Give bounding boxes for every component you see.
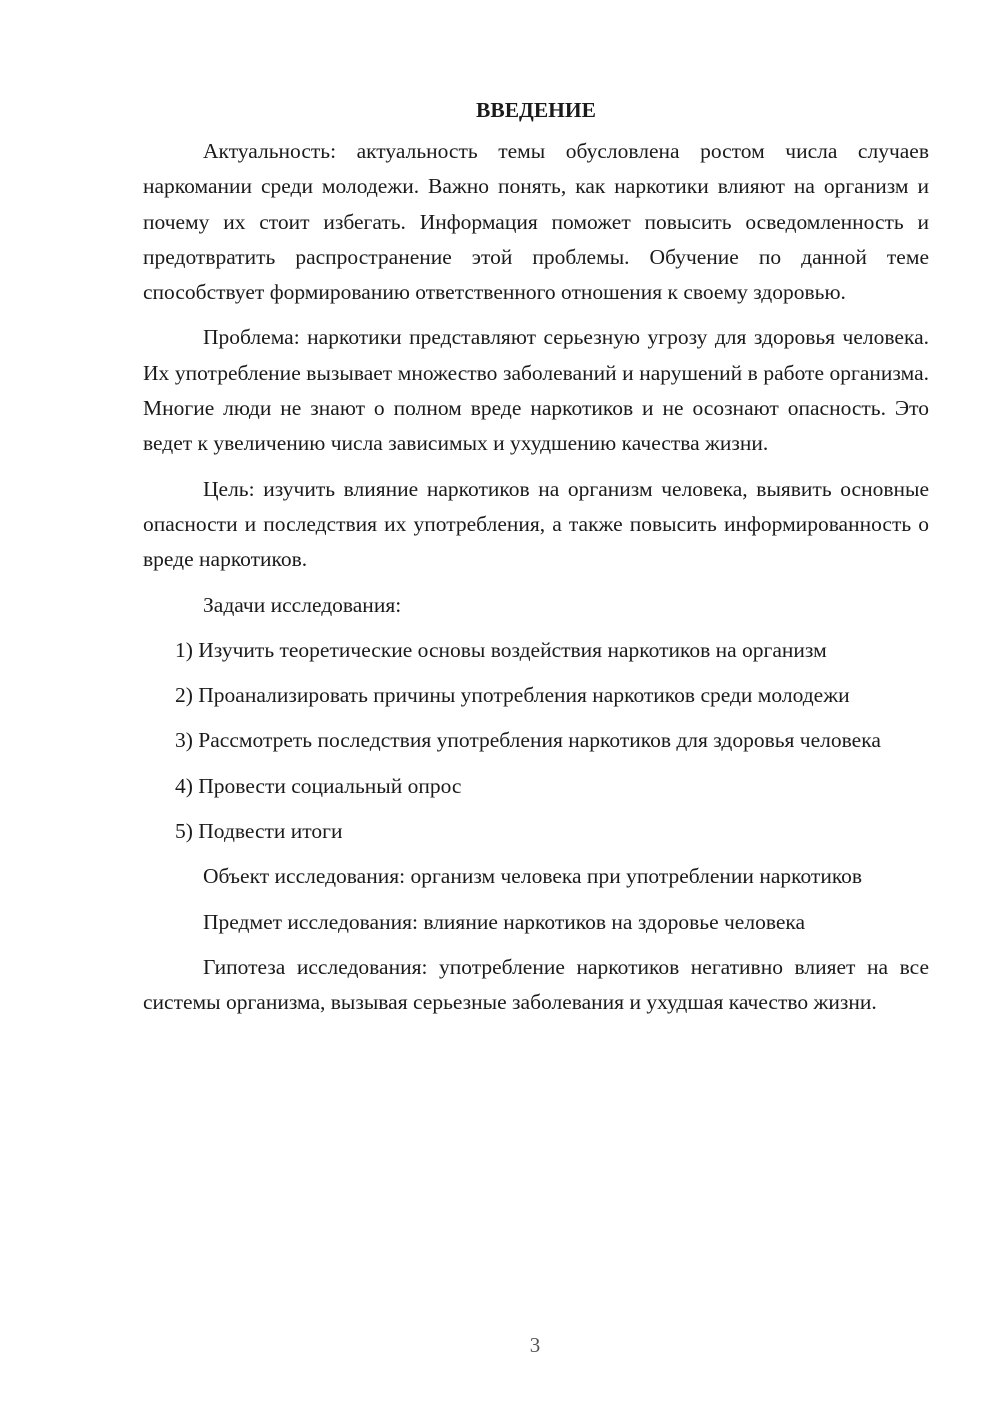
goal-paragraph: Цель: изучить влияние наркотиков на организм человека, выявить основные опасности и последствия их употребления, а также повысить информированность о вреде наркотиков. xyxy=(143,476,929,572)
relevance-paragraph: Актуальность: актуальность темы обусловлена ростом числа случаев наркомании среди молодежи. Важно понять, как наркотики влияют на организм и почему их стоит избегать. Информация поможет повысить осведомленность и предотвратить распространение этой проблемы. Обучение по данной теме способствует формированию ответственного отношения к своему здоровью. xyxy=(143,139,929,305)
task-item: 3) Рассмотреть последствия употребления наркотиков для здоровья человека xyxy=(175,728,881,753)
page-title: ВВЕДЕНИЕ xyxy=(476,98,596,122)
task-item: 1) Изучить теоретические основы воздействия наркотиков на организм xyxy=(175,637,827,662)
tasks-list xyxy=(143,633,929,849)
problem-paragraph: Проблема: наркотики представляют серьезную угрозу для здоровья человека. Их употребление вызывает множество заболеваний и нарушений в работе организма. Многие люди не знают о полном вреде наркотиков и не осознают опасность. Это ведет к увеличению числа зависимых и ухудшению качества жизни. xyxy=(143,325,929,456)
task-item: 5) Подвести итоги xyxy=(175,819,343,844)
object-paragraph: Объект исследования: организм человека при употреблении наркотиков xyxy=(203,864,863,889)
document-page xyxy=(143,90,929,1031)
tasks-heading: Задачи исследования: xyxy=(203,592,402,617)
hypothesis-paragraph: Гипотеза исследования: употребление наркотиков негативно влияет на все системы организма, вызывая серьезные заболевания и ухудшая качество жизни. xyxy=(143,954,929,1015)
task-item: 4) Провести социальный опрос xyxy=(175,773,462,798)
page-number: 3 xyxy=(529,1333,541,1357)
subject-paragraph: Предмет исследования: влияние наркотиков на здоровье человека xyxy=(203,909,806,934)
task-item: 2) Проанализировать причины употребления наркотиков среди молодежи xyxy=(175,683,850,708)
